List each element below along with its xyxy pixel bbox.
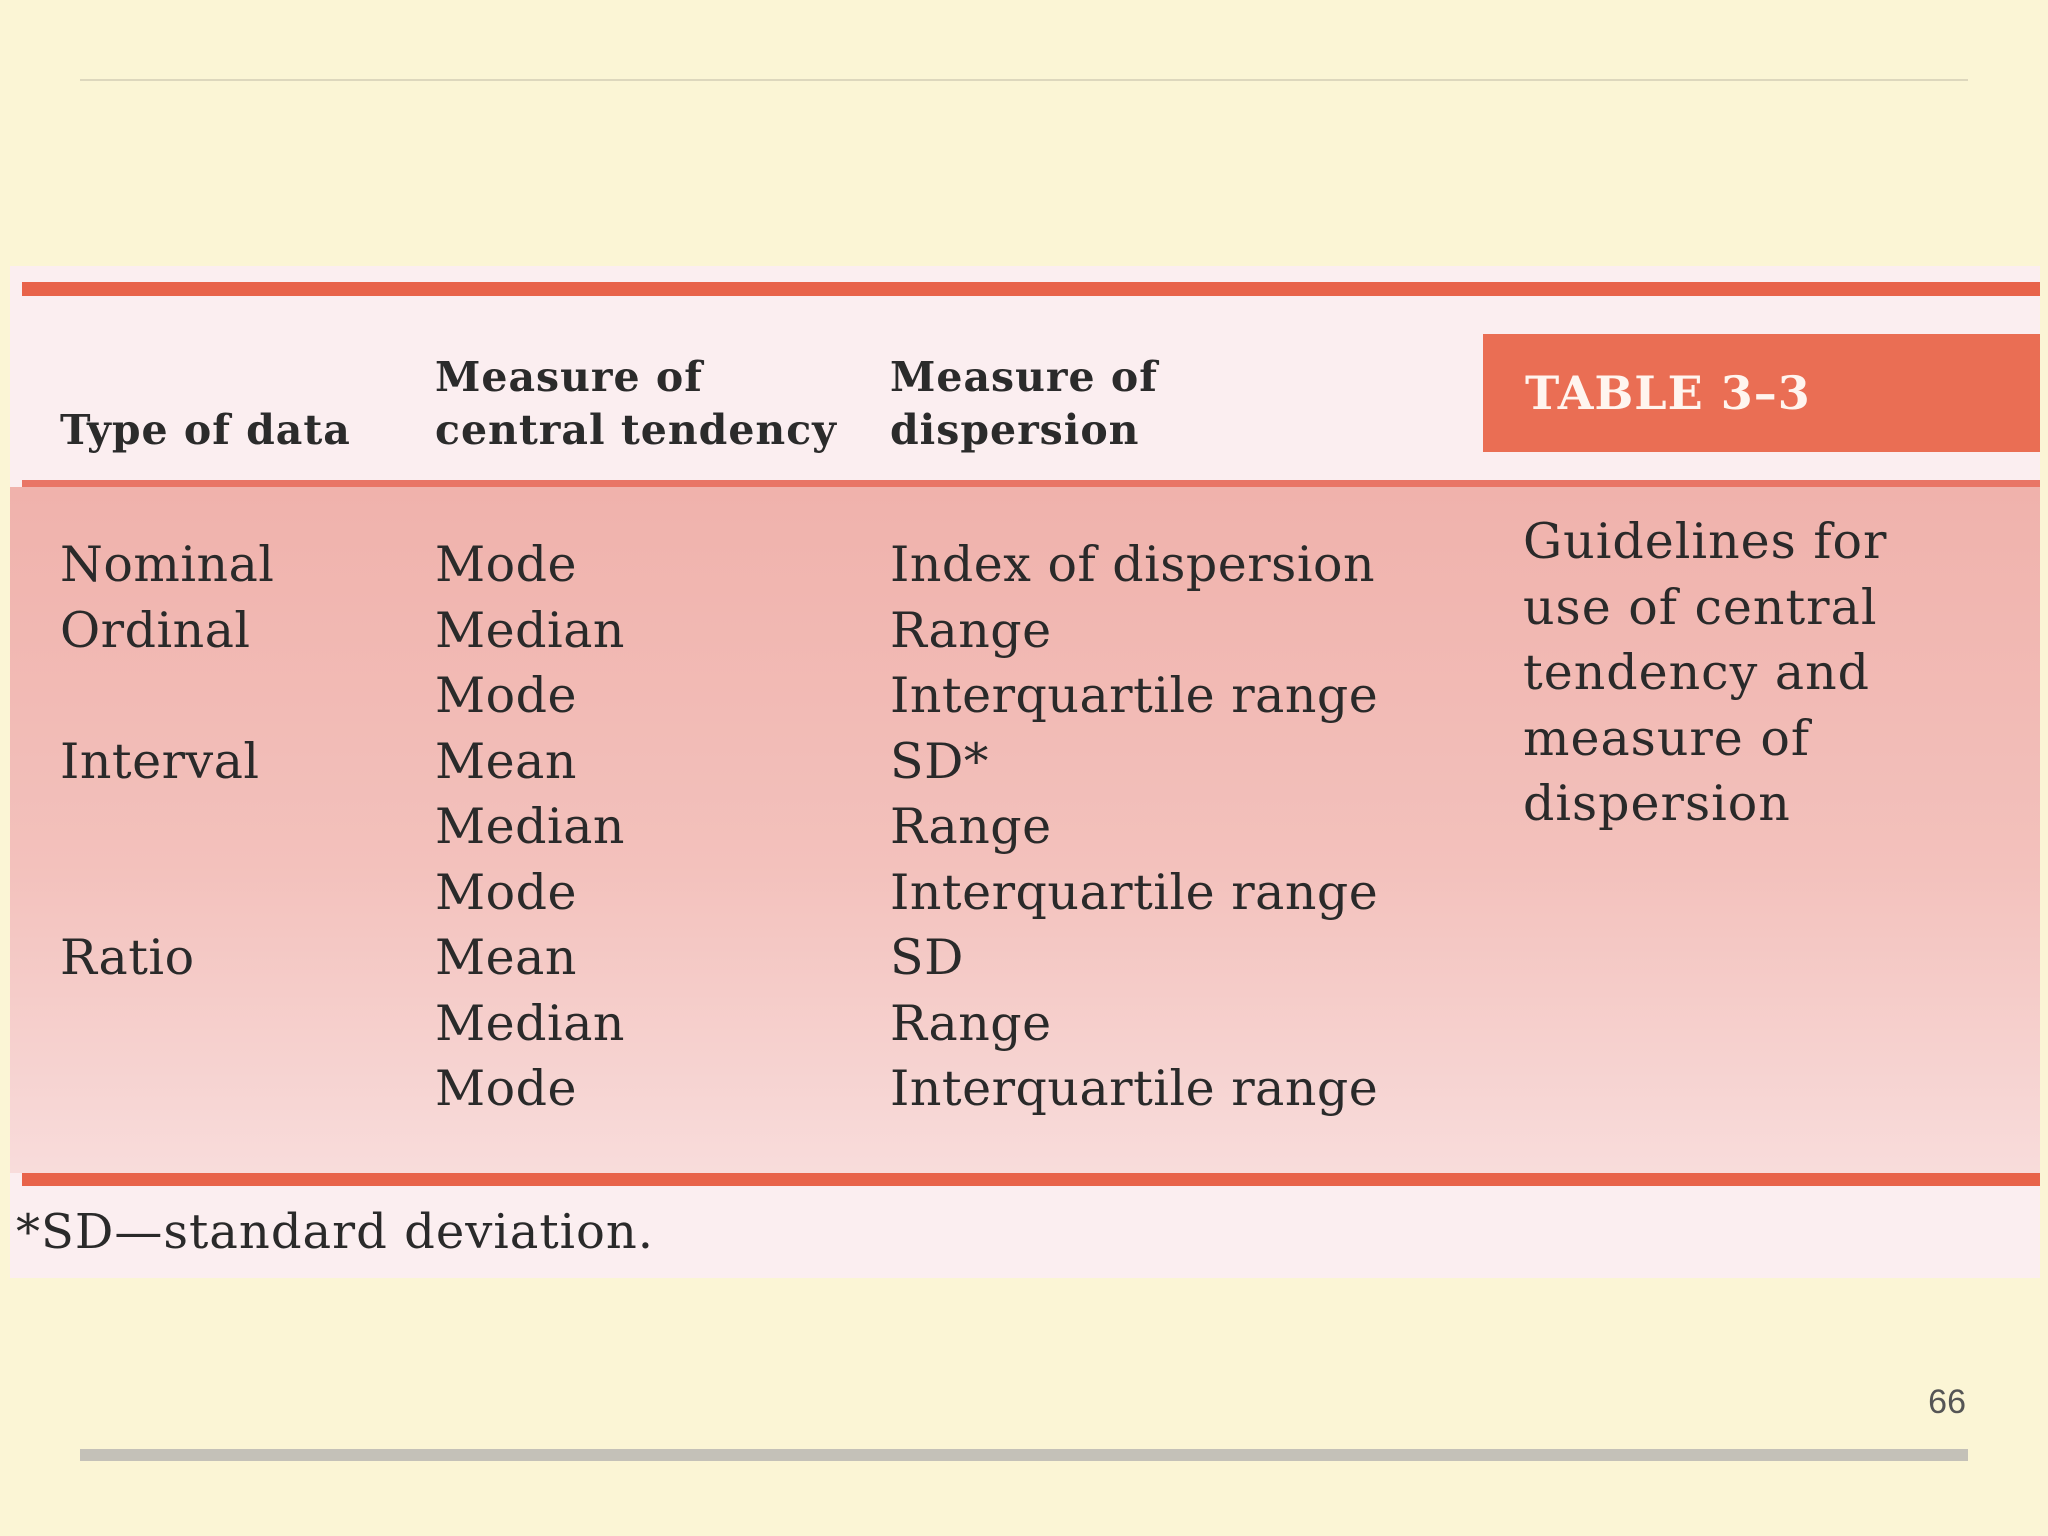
cell-central: Mode	[435, 1060, 578, 1117]
cell-central: Mean	[435, 732, 577, 790]
cell-type	[60, 794, 420, 860]
header-dispersion-line1: Measure of	[890, 353, 1158, 401]
caption-line: use of central	[1523, 578, 1878, 636]
cell-central: Median	[435, 994, 625, 1052]
cell-type: Ordinal	[60, 601, 251, 659]
cell-dispersion: Range	[890, 601, 1052, 659]
cell-dispersion: Interquartile range	[890, 667, 1379, 724]
cell-type	[60, 1056, 420, 1122]
header-central-line2: central tendency	[435, 406, 837, 454]
caption-line: tendency and	[1523, 644, 1871, 701]
column-central-tendency	[435, 532, 875, 1122]
cell-central: Mean	[435, 929, 577, 986]
table-image	[10, 266, 2040, 1278]
caption-line: measure of	[1523, 709, 1811, 767]
table-header-rule	[22, 480, 2040, 487]
header-central-line1: Measure of	[435, 353, 703, 401]
cell-dispersion: SD*	[890, 732, 989, 790]
table-caption	[1523, 509, 2003, 837]
table-footnote: *SD—standard deviation.	[16, 1204, 655, 1260]
table-top-rule	[22, 282, 2040, 296]
cell-central: Mode	[435, 863, 578, 921]
cell-dispersion: Range	[890, 798, 1052, 855]
column-type-of-data	[60, 532, 420, 1122]
cell-dispersion: Interquartile range	[890, 863, 1379, 921]
cell-central: Median	[435, 601, 625, 659]
caption-line: Guidelines for	[1523, 513, 1888, 570]
cell-type	[60, 663, 420, 729]
header-dispersion	[890, 351, 1310, 457]
caption-line: dispersion	[1523, 775, 1791, 832]
cell-type: Nominal	[60, 536, 275, 593]
cell-dispersion: SD	[890, 929, 964, 986]
bottom-divider	[80, 1449, 1968, 1461]
header-type-of-data: Type of data	[60, 406, 351, 454]
cell-dispersion: Interquartile range	[890, 1060, 1379, 1117]
cell-central: Mode	[435, 667, 578, 724]
header-dispersion-line2: dispersion	[890, 406, 1140, 454]
cell-type: Interval	[60, 732, 260, 790]
cell-central: Median	[435, 798, 625, 855]
slide-number: 66	[1928, 1383, 1966, 1421]
cell-type	[60, 991, 420, 1057]
header-central-tendency	[435, 351, 875, 457]
cell-dispersion: Range	[890, 994, 1052, 1052]
cell-type	[60, 860, 420, 926]
cell-type: Ratio	[60, 929, 195, 986]
top-divider	[80, 79, 1968, 81]
column-dispersion	[890, 532, 1450, 1122]
table-bottom-rule	[22, 1173, 2040, 1186]
table-number-badge: TABLE 3–3	[1483, 334, 2040, 452]
cell-dispersion: Index of dispersion	[890, 536, 1376, 593]
cell-central: Mode	[435, 536, 578, 593]
